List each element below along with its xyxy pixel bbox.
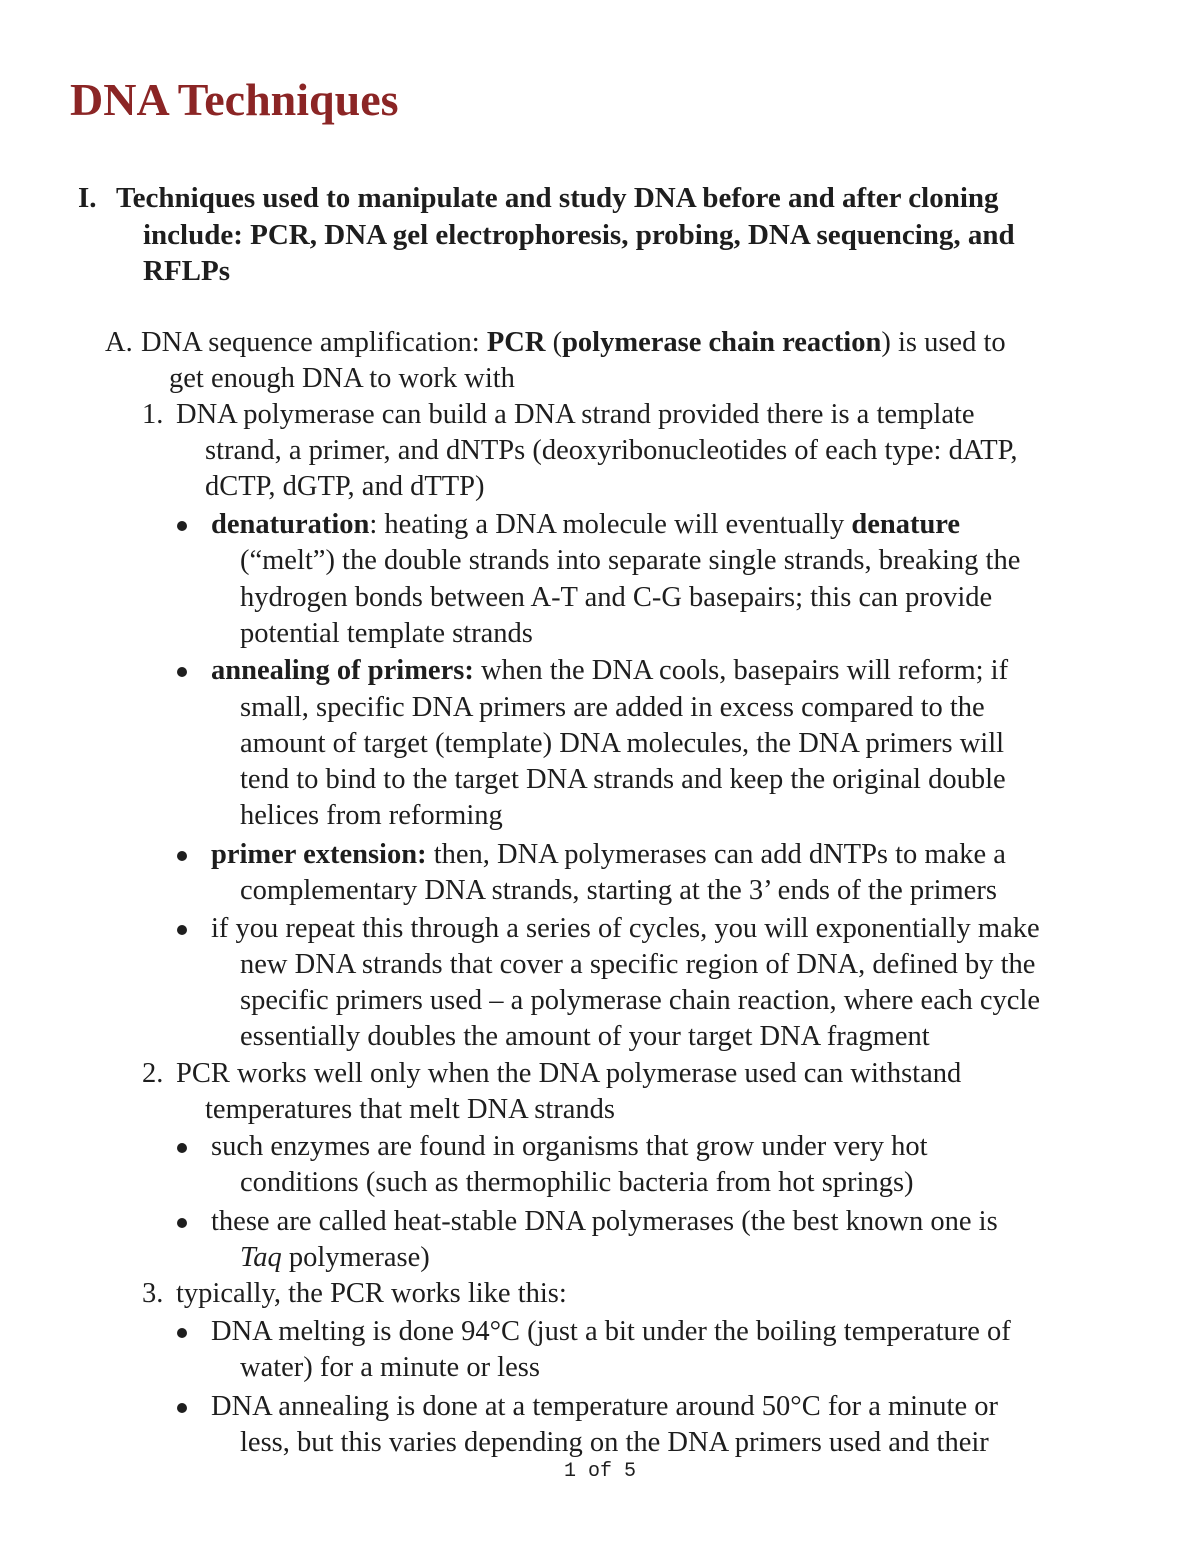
annealing-temp-line-2: less, but this varies depending on the DNA primers used and their	[240, 1427, 989, 1458]
section-marker: I.	[78, 182, 97, 214]
melting-line-1: DNA melting is done 94°C (just a bit under the boiling temperature of	[211, 1316, 1011, 1347]
extension-line-1	[211, 837, 1006, 873]
heat-stable-line-2	[240, 1240, 430, 1276]
item-1-line-1: DNA polymerase can build a DNA strand provided there is a template	[176, 399, 975, 430]
repeat-line-1: if you repeat this through a series of cycles, you will exponentially make	[211, 913, 1040, 944]
annealing-temp-line-1: DNA annealing is done at a temperature around 50°C for a minute or	[211, 1391, 998, 1422]
page-title: DNA Techniques	[70, 74, 399, 125]
item-2-line-1: PCR works well only when the DNA polymerase used can withstand	[176, 1058, 962, 1089]
taq-term: Taq	[240, 1242, 282, 1273]
bullet-icon	[177, 851, 187, 861]
enzymes-line-1: such enzymes are found in organisms that grow under very hot	[211, 1131, 928, 1162]
annealing-line-1	[211, 653, 1008, 689]
annealing-line-5: helices from reforming	[240, 800, 503, 831]
item-2-marker: 2.	[142, 1058, 164, 1089]
item-3-line-1: typically, the PCR works like this:	[176, 1278, 567, 1309]
denaturation-line-2: (“melt”) the double strands into separate single strands, breaking the	[240, 545, 1021, 576]
repeat-line-2: new DNA strands that cover a specific region of DNA, defined by the	[240, 949, 1036, 980]
section-heading-line-2: include: PCR, DNA gel electrophoresis, probing, DNA sequencing, and	[143, 219, 1015, 251]
item-1-line-2: strand, a primer, and dNTPs (deoxyribonucleotides of each type: dATP,	[205, 435, 1018, 466]
item-a-prefix: DNA sequence amplification:	[141, 327, 487, 358]
denaturation-term: denaturation	[211, 509, 370, 540]
section-heading-line-1: Techniques used to manipulate and study DNA before and after cloning	[116, 182, 999, 214]
item-1-marker: 1.	[142, 399, 164, 430]
item-a-line-1	[141, 325, 1006, 361]
taq-rest: polymerase)	[281, 1242, 430, 1273]
page-number: 1 of 5	[563, 1460, 636, 1483]
bullet-icon	[177, 667, 187, 677]
item-a-rest: ) is used to	[881, 327, 1006, 358]
repeat-line-4: essentially doubles the amount of your target DNA fragment	[240, 1021, 930, 1052]
item-1-line-3: dCTP, dGTP, and dTTP)	[205, 471, 485, 502]
denature-term: denature	[851, 509, 961, 540]
pcr-term: PCR	[486, 327, 546, 358]
section-heading-line-3: RFLPs	[143, 255, 230, 287]
annealing-line-2: small, specific DNA primers are added in excess compared to the	[240, 692, 985, 723]
item-2-line-2: temperatures that melt DNA strands	[205, 1094, 615, 1125]
bullet-icon	[177, 1328, 187, 1338]
denaturation-mid: : heating a DNA molecule will eventually	[369, 509, 852, 540]
bullet-icon	[177, 925, 187, 935]
denaturation-line-1	[211, 507, 960, 543]
heat-stable-line-1: these are called heat-stable DNA polymerases (the best known one is	[211, 1206, 998, 1237]
extension-term: primer extension:	[211, 839, 427, 870]
bullet-icon	[177, 521, 187, 531]
repeat-line-3: specific primers used – a polymerase chain reaction, where each cycle	[240, 985, 1040, 1016]
item-a-marker: A.	[105, 327, 133, 358]
denaturation-line-4: potential template strands	[240, 618, 533, 649]
annealing-term: annealing of primers:	[211, 655, 474, 686]
bullet-icon	[177, 1218, 187, 1228]
annealing-line-3: amount of target (template) DNA molecules, the DNA primers will	[240, 728, 1005, 759]
bullet-icon	[177, 1143, 187, 1153]
melting-line-2: water) for a minute or less	[240, 1352, 540, 1383]
annealing-rest: when the DNA cools, basepairs will reform; if	[473, 655, 1009, 686]
enzymes-line-2: conditions (such as thermophilic bacteria from hot springs)	[240, 1167, 914, 1198]
bullet-icon	[177, 1403, 187, 1413]
pcr-full-term: polymerase chain reaction	[562, 327, 882, 358]
denaturation-line-3: hydrogen bonds between A-T and C-G basepairs; this can provide	[240, 582, 993, 613]
annealing-line-4: tend to bind to the target DNA strands and keep the original double	[240, 764, 1006, 795]
item-a-open-paren: (	[545, 327, 563, 358]
extension-rest: then, DNA polymerases can add dNTPs to make a	[426, 839, 1006, 870]
extension-line-2: complementary DNA strands, starting at the 3’ ends of the primers	[240, 875, 997, 906]
item-3-marker: 3.	[142, 1278, 164, 1309]
item-a-line-2: get enough DNA to work with	[169, 363, 515, 394]
